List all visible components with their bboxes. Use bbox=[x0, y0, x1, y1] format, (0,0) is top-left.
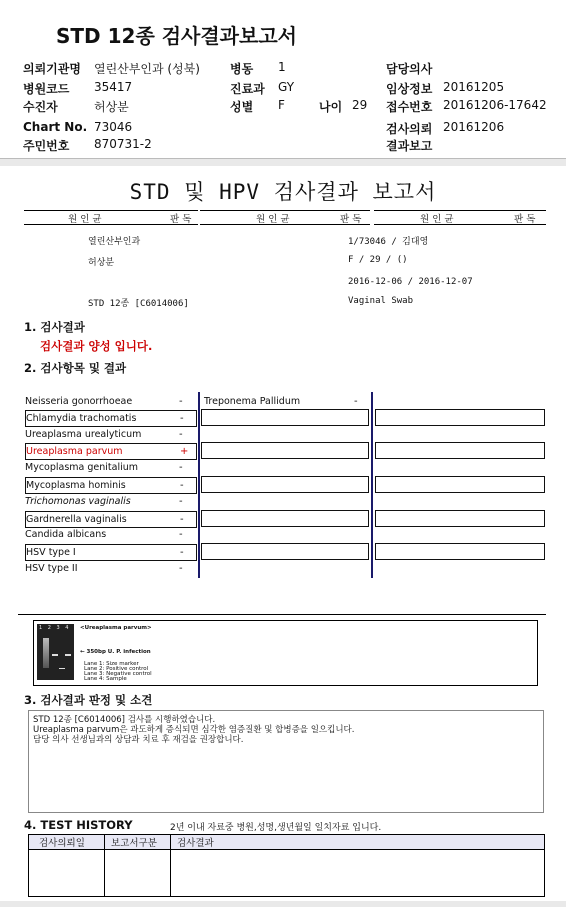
gel-legend-2: Lane 2: Positive control bbox=[84, 666, 149, 672]
table-row bbox=[25, 427, 195, 442]
organism-result: - bbox=[180, 547, 184, 558]
table-row bbox=[25, 494, 195, 509]
table-row bbox=[25, 544, 197, 561]
col2-judge-header: 판 독 bbox=[340, 214, 362, 225]
sex-label: 성별 bbox=[230, 100, 254, 114]
table-row bbox=[25, 527, 195, 542]
hosp-code-label: 병원코드 bbox=[23, 82, 70, 96]
result-summary: 검사결과 양성 입니다. bbox=[40, 339, 153, 353]
opinion-line: Ureaplasma parvum은 과도하게 증식되면 심각한 염증질환 및 합병증을 일으킵니다. bbox=[33, 725, 355, 735]
organism-name: Trichomonas vaginalis bbox=[25, 496, 131, 507]
organism-name: Gardnerella vaginalis bbox=[26, 514, 127, 525]
gel-band bbox=[59, 668, 65, 669]
ssn-value: 870731-2 bbox=[94, 137, 152, 151]
request-value: 20161206 bbox=[443, 120, 505, 134]
meta-hospital: 열린산부인과 bbox=[88, 237, 141, 247]
org-value: 열린산부인과 (성북) bbox=[94, 62, 200, 76]
gel-lane-numbers: 1 2 3 4 bbox=[39, 625, 71, 631]
test-history-table bbox=[28, 834, 545, 897]
gel-band bbox=[52, 654, 58, 656]
gel-band-label: ← 350bp U. P. infection bbox=[80, 649, 151, 655]
col3-judge-header: 판 독 bbox=[514, 214, 536, 225]
column-divider bbox=[198, 392, 200, 578]
organism-name: Mycoplasma hominis bbox=[26, 480, 126, 491]
hosp-code-value: 35417 bbox=[94, 80, 133, 94]
organism-result: + bbox=[180, 446, 189, 457]
empty-cell bbox=[375, 409, 545, 426]
organism-name: Candida albicans bbox=[25, 529, 107, 540]
meta-sex-age: F / 29 / () bbox=[348, 255, 408, 265]
empty-cell bbox=[375, 442, 545, 459]
organism-result: - bbox=[179, 529, 183, 540]
opinion-box bbox=[28, 710, 544, 813]
meta-test: STD 12종 [C6014006] bbox=[88, 299, 189, 309]
history-note: 2년 이내 자료중 병원,성명,생년월일 일치자료 입니다. bbox=[170, 823, 382, 833]
col2-organism-header: 원 인 균 bbox=[256, 214, 290, 225]
organism-result: - bbox=[180, 413, 184, 424]
empty-cell bbox=[375, 510, 545, 527]
table-row bbox=[25, 511, 197, 528]
col1-organism-header: 원 인 균 bbox=[68, 214, 102, 225]
section2-heading: 2. 검사항목 및 결과 bbox=[24, 361, 127, 375]
sheet-title: STD 및 HPV 검사결과 보고서 bbox=[129, 180, 437, 204]
organism-result: - bbox=[179, 429, 183, 440]
clinical-value: 20161205 bbox=[443, 80, 505, 94]
organism-name: Neisseria gonorrhoeae bbox=[25, 396, 133, 407]
history-header-row bbox=[29, 835, 544, 850]
history-col-divider bbox=[104, 835, 105, 896]
meta-id-doctor: 1/73046 / 김대영 bbox=[348, 237, 429, 247]
ward-value: 1 bbox=[278, 60, 286, 74]
organism-result: - bbox=[179, 496, 183, 507]
dept-value: GY bbox=[278, 80, 295, 94]
clinical-label: 임상정보 bbox=[386, 82, 433, 96]
col3-organism-header: 원 인 균 bbox=[420, 214, 454, 225]
history-col-result: 검사결과 bbox=[177, 838, 214, 849]
ward-label: 병동 bbox=[230, 62, 254, 76]
table-row bbox=[25, 410, 197, 427]
table-row bbox=[204, 394, 364, 409]
meta-dates: 2016-12-06 / 2016-12-07 bbox=[348, 277, 473, 287]
section3-heading: 3. 검사결과 판정 및 소견 bbox=[24, 693, 153, 707]
section4-heading: 4. TEST HISTORY bbox=[24, 818, 133, 832]
table-row bbox=[25, 394, 195, 409]
gel-legend-1: Lane 1: Size marker bbox=[84, 661, 139, 667]
table-row-positive bbox=[25, 443, 197, 460]
column-divider bbox=[371, 392, 373, 578]
empty-cell bbox=[201, 543, 369, 560]
receipt-label: 접수번호 bbox=[386, 100, 433, 114]
organism-name: Ureaplasma urealyticum bbox=[25, 429, 142, 440]
organism-result: - bbox=[180, 480, 184, 491]
organism-name: Chlamydia trachomatis bbox=[26, 413, 137, 424]
meta-specimen: Vaginal Swab bbox=[348, 296, 414, 306]
chart-label: Chart No. bbox=[23, 120, 88, 134]
age-label: 나이 bbox=[319, 100, 343, 114]
table-header-col3 bbox=[374, 210, 546, 225]
opinion-line: 담당 의사 선생님과의 상담과 치료 후 재검을 권장합니다. bbox=[33, 735, 244, 745]
empty-cell bbox=[201, 442, 369, 459]
report-header-card bbox=[0, 0, 566, 159]
receipt-value: 20161206-17642 bbox=[443, 98, 547, 112]
meta-patient: 허상분 bbox=[88, 258, 115, 268]
organism-name: Ureaplasma parvum bbox=[26, 446, 123, 457]
organism-result: - bbox=[180, 514, 184, 525]
organism-name: HSV type I bbox=[26, 547, 76, 558]
empty-cell bbox=[375, 476, 545, 493]
organism-name: HSV type II bbox=[25, 563, 78, 574]
history-col-request-date: 검사의뢰일 bbox=[39, 838, 85, 849]
gel-ladder bbox=[43, 638, 49, 668]
divider bbox=[18, 614, 546, 615]
gel-image-panel bbox=[33, 620, 538, 686]
empty-cell bbox=[201, 476, 369, 493]
history-col-divider bbox=[170, 835, 171, 896]
organism-name: Treponema Pallidum bbox=[204, 396, 301, 407]
receiver-label: 수진자 bbox=[23, 100, 58, 114]
gel-electrophoresis-image bbox=[37, 624, 74, 680]
gel-legend-3: Lane 3: Negative control bbox=[84, 671, 152, 677]
dept-label: 진료과 bbox=[230, 82, 265, 96]
col1-judge-header: 판 독 bbox=[170, 214, 192, 225]
organism-result: - bbox=[179, 563, 183, 574]
receiver-value: 허상분 bbox=[94, 100, 129, 114]
empty-cell bbox=[201, 510, 369, 527]
empty-cell bbox=[201, 409, 369, 426]
history-col-report-type: 보고서구분 bbox=[111, 838, 157, 849]
section1-heading: 1. 검사결과 bbox=[24, 320, 85, 334]
organism-name: Mycoplasma genitalium bbox=[25, 462, 139, 473]
table-header-col1 bbox=[24, 210, 198, 225]
ssn-label: 주민번호 bbox=[23, 139, 70, 153]
request-label: 검사의뢰 bbox=[386, 122, 433, 136]
organism-result: - bbox=[354, 396, 358, 407]
gel-heading: <Ureaplasma parvum> bbox=[80, 625, 152, 631]
table-header-col2 bbox=[200, 210, 370, 225]
table-row bbox=[25, 561, 195, 576]
gel-band bbox=[65, 654, 71, 656]
org-label: 의뢰기관명 bbox=[23, 62, 81, 76]
organism-result: - bbox=[179, 462, 183, 473]
doctor-label: 담당의사 bbox=[386, 62, 433, 76]
sex-value: F bbox=[278, 98, 285, 112]
report-title: STD 12종 검사결과보고서 bbox=[56, 24, 297, 48]
opinion-line: STD 12종 [C6014006] 검사를 시행하였습니다. bbox=[33, 715, 216, 725]
gel-legend-4: Lane 4: Sample bbox=[84, 676, 127, 682]
chart-value: 73046 bbox=[94, 120, 133, 134]
table-row bbox=[25, 460, 195, 475]
empty-cell bbox=[375, 543, 545, 560]
organism-result: - bbox=[179, 396, 183, 407]
table-row bbox=[25, 477, 197, 494]
age-value: 29 bbox=[352, 98, 368, 112]
result-report-label: 결과보고 bbox=[386, 139, 433, 153]
